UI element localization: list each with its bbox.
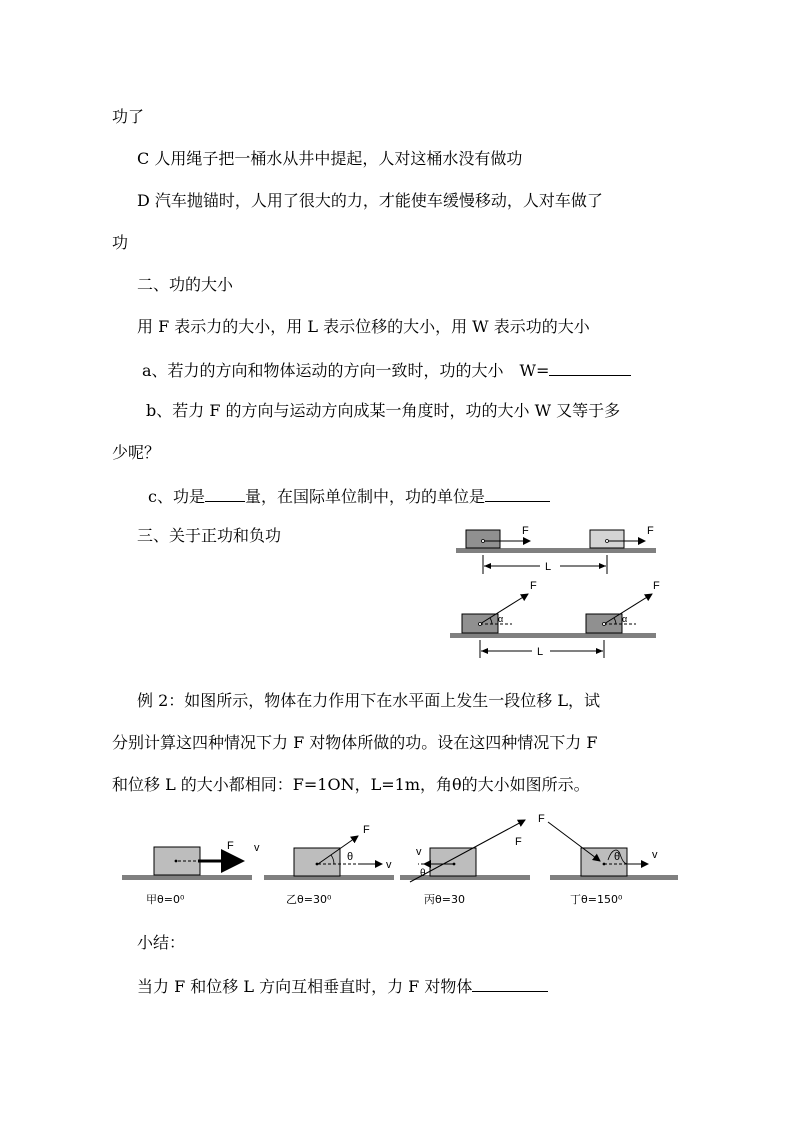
block-top-end — [590, 530, 624, 548]
section-heading-2: 二、功的大小 — [137, 275, 234, 294]
angle-label-2: α — [622, 614, 628, 624]
option-d-cont: 功 — [112, 233, 129, 252]
force-arrow-bottom-start — [480, 594, 528, 624]
block-top-start — [466, 530, 500, 548]
ground-bottom — [450, 633, 656, 638]
yi-velocity-label: v — [386, 859, 392, 871]
answer-blank-c1[interactable] — [205, 485, 245, 502]
summary-heading: 小结： — [137, 933, 186, 952]
ding-angle-label: θ — [614, 851, 621, 863]
case-label-bing: 丙θ=30 — [424, 893, 465, 906]
case-yi — [264, 824, 394, 906]
figure-positive-negative-work — [440, 512, 670, 662]
displacement-label-1: L — [545, 561, 552, 573]
answer-blank-summary[interactable] — [472, 975, 548, 992]
ding-velocity-label: v — [652, 849, 658, 861]
case-bing — [400, 820, 530, 906]
force-label-2: F — [647, 525, 654, 537]
question-c — [148, 485, 550, 507]
text-line-6: 用 F 表示力的大小，用 L 表示位移的大小，用 W 表示功的大小 — [137, 317, 590, 336]
bing-angle-label: θ — [420, 868, 426, 879]
text-line-1: 功了 — [112, 107, 145, 126]
option-d: D 汽车抛锚时，人用了很大的力，才能使车缓慢移动，人对车做了 — [137, 191, 603, 210]
ding-force-label: F — [538, 813, 545, 825]
jia-velocity-label: v — [254, 842, 260, 854]
yi-force-label: F — [363, 824, 370, 836]
question-a-text: a、若力的方向和物体运动的方向一致时，功的大小 W= — [142, 361, 550, 380]
example-2-line-3: 和位移 L 的大小都相同：F=1ON，L=1m，角θ的大小如图所示。 — [112, 775, 590, 794]
ground-top — [456, 548, 656, 553]
figure-four-cases — [118, 808, 678, 918]
answer-blank-c2[interactable] — [485, 485, 550, 502]
bing-velocity-label: v — [416, 846, 422, 858]
section-heading-3: 三、关于正功和负功 — [137, 526, 282, 545]
question-c-text-2: 量，在国际单位制中，功的单位是 — [244, 487, 485, 506]
bing-force-label: F — [515, 836, 522, 848]
jia-force-label: F — [227, 840, 234, 852]
force-label-3: F — [530, 580, 537, 592]
case-jia — [122, 840, 260, 906]
question-b-cont: 少呢？ — [112, 443, 161, 462]
force-label-4: F — [653, 580, 660, 592]
option-c: C 人用绳子把一桶水从井中提起，人对这桶水没有做功 — [137, 149, 523, 168]
case-ding — [538, 813, 678, 906]
case-label-ding: 丁θ=150⁰ — [570, 893, 623, 906]
yi-angle-label: θ — [347, 851, 354, 863]
question-a — [142, 359, 631, 381]
displacement-label-2: L — [537, 646, 544, 658]
question-b: b、若力 F 的方向与运动方向成某一角度时，功的大小 W 又等于多 — [146, 401, 621, 420]
case-label-jia: 甲θ=0⁰ — [146, 893, 185, 906]
answer-blank-a[interactable] — [549, 359, 631, 376]
force-label-1: F — [522, 525, 529, 537]
summary-line — [137, 975, 548, 997]
example-2-line-1: 例 2：如图所示，物体在力作用下在水平面上发生一段位移 L，试 — [137, 691, 600, 710]
summary-text: 当力 F 和位移 L 方向互相垂直时，力 F 对物体 — [137, 977, 473, 996]
example-2-line-2: 分别计算这四种情况下力 F 对物体所做的功。设在这四种情况下力 F — [112, 733, 598, 752]
angle-label-1: α — [498, 614, 504, 624]
question-c-text-1: c、功是 — [148, 487, 205, 506]
force-arrow-bottom-end — [604, 594, 652, 624]
case-label-yi: 乙θ=30⁰ — [286, 893, 332, 906]
